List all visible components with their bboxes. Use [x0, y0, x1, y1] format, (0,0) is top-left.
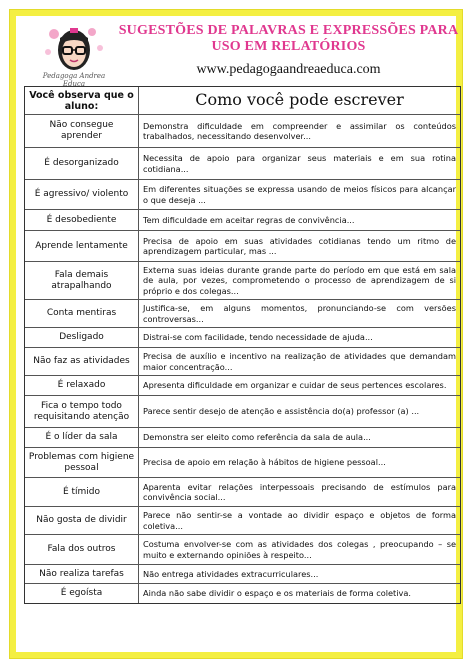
writing-cell: Aparenta evitar relações interpessoais precisando de estímulos para convivência social... [143, 481, 456, 502]
observation-cell: É desobediente [25, 210, 139, 230]
writing-cell: Parece sentir desejo de atenção e assistência do(a) professor (a) ... [143, 406, 420, 417]
logo [34, 20, 114, 88]
suggestions-table [24, 86, 461, 604]
girl-with-glasses-icon [34, 20, 114, 76]
website-url: www.pedagogaandreaeduca.com [196, 62, 381, 77]
writing-cell: Parece não sentir-se a vontade ao dividir espaço e objetos de forma coletiva... [143, 510, 456, 531]
observation-cell: É relaxado [25, 376, 139, 395]
observation-cell: Não gosta de dividir [25, 507, 139, 534]
table-row [25, 583, 460, 603]
writing-cell: Costuma envolver-se com as atividades dos colegas , preocupando – se muito e externando opiniões à respeito... [143, 539, 456, 560]
observation-cell: Conta mentiras [25, 300, 139, 327]
column-header-writing: Como você pode escrever [195, 90, 404, 110]
writing-cell: Demonstra dificuldade em compreender e assimilar os conteúdos trabalhados, necessitando desenvolver... [143, 120, 456, 141]
table-header-row [25, 87, 460, 114]
table-row [25, 347, 460, 375]
table-row [25, 147, 460, 179]
writing-cell: Apresenta dificuldade em organizar e cuidar de seus pertences escolares. [143, 380, 447, 391]
table-row [25, 327, 460, 347]
observation-cell: Não realiza tarefas [25, 565, 139, 583]
writing-cell: Precisa de apoio em suas atividades cotidianas tendo um ritmo de aprendizagem particular, mas ... [143, 235, 456, 256]
header [16, 16, 459, 88]
writing-cell: Necessita de apoio para organizar seus materiais e em sua rotina cotidiana... [143, 153, 456, 174]
observation-cell: É tímido [25, 478, 139, 506]
writing-cell: Não entrega atividades extracurriculares... [143, 568, 319, 579]
observation-cell: Problemas com higiene pessoal [25, 448, 139, 477]
table-row [25, 395, 460, 427]
observation-cell: Desligado [25, 328, 139, 347]
page-frame [10, 10, 462, 658]
table-row [25, 427, 460, 447]
writing-cell: Externa suas ideias durante grande parte do período em que está em sala de aula, por vezes, comprometendo o processo de aprendizagem de si próprio e dos colegas... [143, 264, 456, 296]
observation-cell: Fica o tempo todo requisitando atenção [25, 396, 139, 427]
observation-cell: Não consegue aprender [25, 115, 139, 147]
table-row [25, 477, 460, 506]
column-header-observation: Você observa que o aluno: [25, 87, 139, 114]
writing-cell: Ainda não sabe dividir o espaço e os materiais de forma coletiva. [143, 588, 411, 599]
table-row [25, 564, 460, 583]
table-row [25, 447, 460, 477]
observation-cell: Não faz as atividades [25, 348, 139, 375]
writing-cell: Demonstra ser eleito como referência da sala de aula... [143, 432, 371, 443]
logo-text: Pedagoga Andrea Educa [42, 72, 106, 88]
table-row [25, 506, 460, 534]
table-row [25, 230, 460, 261]
writing-cell: Precisa de auxílio e incentivo na realização de atividades que demandam maior concentração... [143, 351, 456, 372]
table-row [25, 299, 460, 327]
observation-cell: É egoísta [25, 584, 139, 603]
observation-cell: Fala dos outros [25, 535, 139, 564]
observation-cell: É agressivo/ violento [25, 180, 139, 209]
writing-cell: Em diferentes situações se expressa usando de meios físicos para alcançar o que deseja ... [143, 184, 456, 205]
table-row [25, 209, 460, 230]
observation-cell: É o líder da sala [25, 428, 139, 447]
writing-cell: Justifica-se, em alguns momentos, pronunciando-se com versões controversas... [143, 303, 456, 324]
table-row [25, 179, 460, 209]
observation-cell: Aprende lentamente [25, 231, 139, 261]
table-row [25, 261, 460, 299]
writing-cell: Tem dificuldade em aceitar regras de convivência... [143, 214, 355, 225]
table-row [25, 534, 460, 564]
table-row [25, 114, 460, 147]
page-title: SUGESTÕES DE PALAVRAS E EXPRESSÕES PARA USO EM RELATÓRIOS [118, 23, 459, 54]
table-row [25, 375, 460, 395]
writing-cell: Distrai-se com facilidade, tendo necessidade de ajuda... [143, 332, 373, 343]
writing-cell: Precisa de apoio em relação à hábitos de higiene pessoal... [143, 457, 386, 468]
observation-cell: Fala demais atrapalhando [25, 262, 139, 299]
observation-cell: É desorganizado [25, 148, 139, 179]
